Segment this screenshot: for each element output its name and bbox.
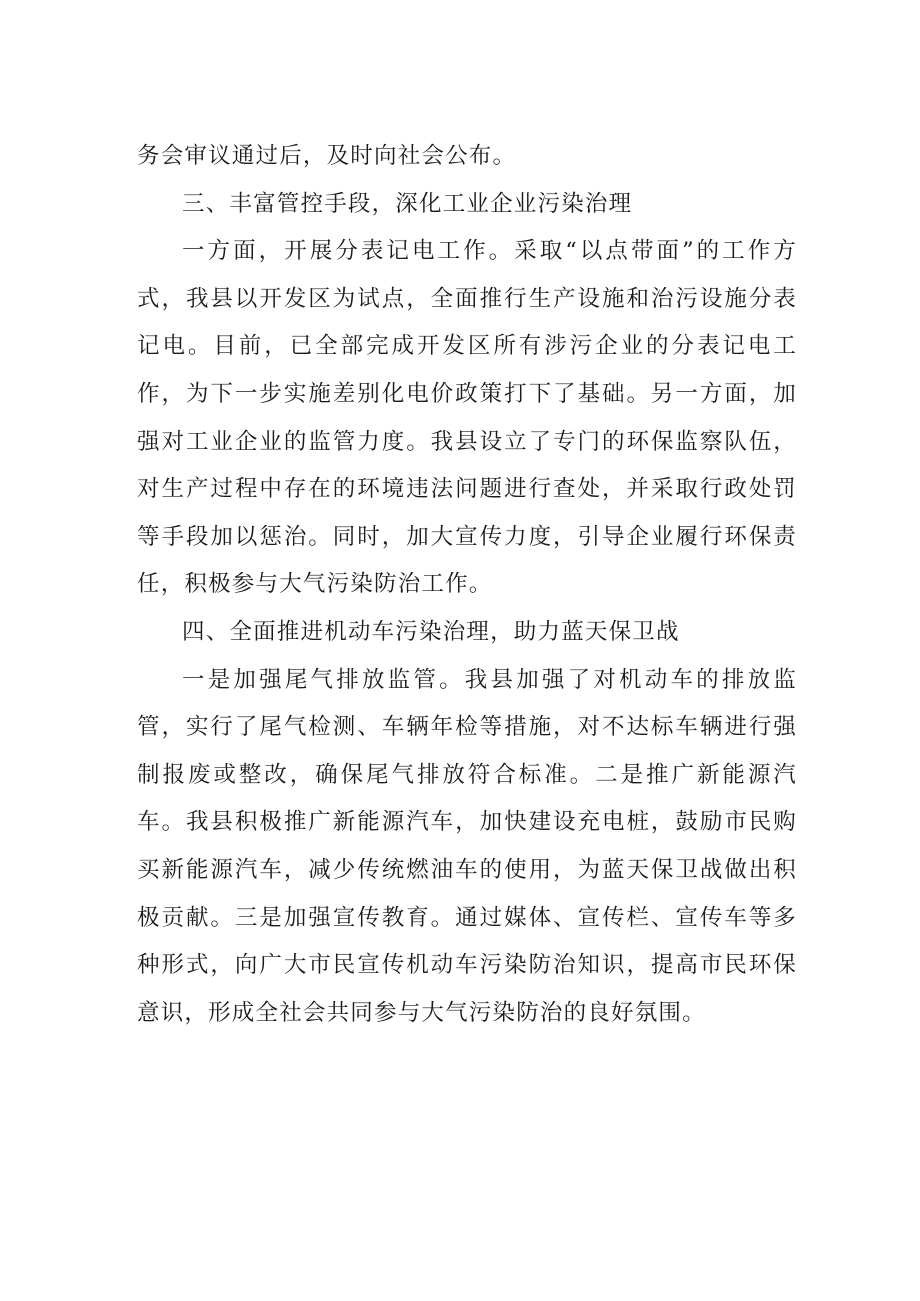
section-heading-4: 四、全面推进机动车污染治理，助力蓝天保卫战 (182, 618, 680, 645)
paragraph-industrial-pollution: 一方面，开展分表记电工作。采取“以点带面”的工作方式，我县以开发区为试点，全面推行生产设施和治污设施分表记电。目前，已全部完成开发区所有涉污企业的分表记电工作，为下一步实施差别化电价政策打下了基础。另一方面，加强对工业企业的监管力度。我县设立了专门的环保监察队伍，对生产过程中存在的环境违法问题进行查处，并采取行政处罚等手段加以惩治。同时，加大宣传力度，引导企业履行环保责任，积极参与大气污染防治工作。 (137, 238, 797, 598)
paragraph-continuation: 务会审议通过后，及时向社会公布。 (137, 143, 517, 169)
document-body (137, 133, 797, 1037)
section-heading-3: 三、丰富管控手段，深化工业企业污染治理 (182, 190, 633, 217)
paragraph-vehicle-pollution: 一是加强尾气排放监管。我县加强了对机动车的排放监管，实行了尾气检测、车辆年检等措施，对不达标车辆进行强制报废或整改，确保尾气排放符合标准。二是推广新能源汽车。我县积极推广新能源汽车，加快建设充电桩，鼓励市民购买新能源汽车，减少传统燃油车的使用，为蓝天保卫战做出积极贡献。三是加强宣传教育。通过媒体、宣传栏、宣传车等多种形式，向广大市民宣传机动车污染防治知识，提高市民环保意识，形成全社会共同参与大气污染防治的良好氛围。 (137, 666, 797, 1026)
